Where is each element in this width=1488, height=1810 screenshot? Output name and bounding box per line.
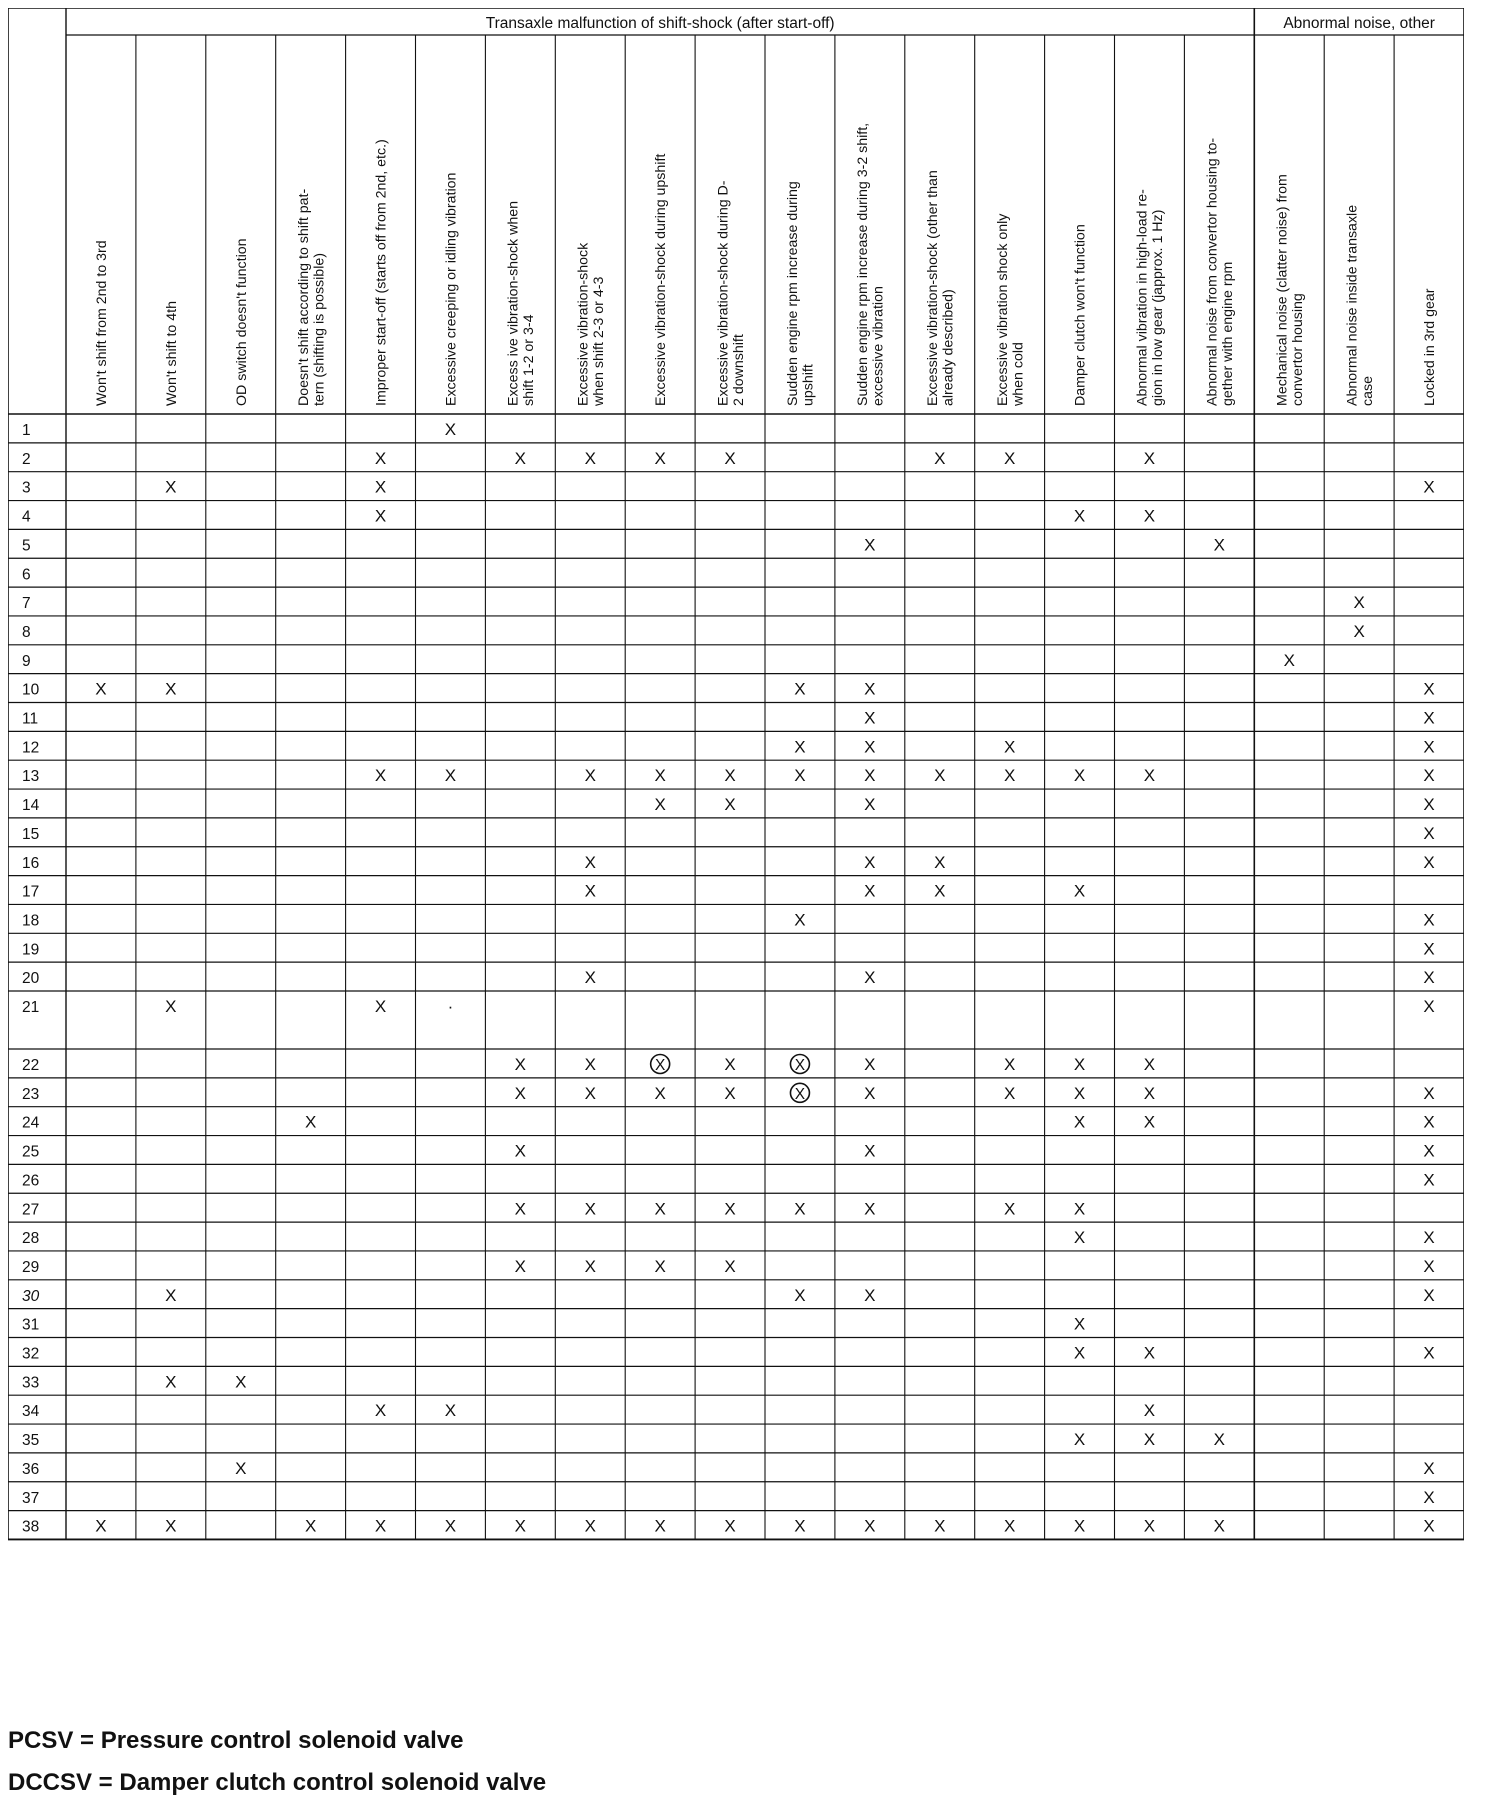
table-row — [22, 1315, 1085, 1334]
column-header-4 — [296, 189, 328, 406]
x-mark: X — [794, 737, 806, 757]
x-mark: X — [864, 795, 876, 815]
column-header-7 — [506, 201, 537, 406]
circled-x-mark — [651, 1055, 670, 1075]
x-mark: X — [1073, 1199, 1086, 1219]
table-row — [22, 824, 1435, 843]
row-number: 14 — [22, 797, 40, 815]
column-header-text: gion in low gear (japprox. 1 Hz) — [1150, 209, 1167, 406]
x-mark: X — [794, 766, 806, 786]
x-mark: X — [1353, 593, 1365, 613]
column-header-text: Excessive vibration shock only — [994, 213, 1011, 406]
x-mark: X — [514, 1055, 527, 1074]
row-number: 33 — [22, 1374, 40, 1392]
row-number: 19 — [22, 941, 40, 959]
column-header-text: upshift — [800, 364, 817, 406]
group-header-shift-shock: Transaxle malfunction of shift-shock (after start-off) — [485, 15, 835, 32]
table-row — [22, 910, 1435, 929]
table-row — [22, 1488, 1435, 1507]
x-mark: X — [724, 1055, 736, 1074]
x-mark: X — [1423, 1343, 1435, 1363]
x-mark: X — [1073, 506, 1086, 526]
x-mark: X — [165, 1516, 177, 1536]
x-mark: X — [934, 448, 946, 468]
x-mark: X — [864, 1285, 876, 1305]
row-number: 29 — [22, 1258, 40, 1276]
x-mark: X — [514, 1141, 527, 1161]
x-mark: X — [1423, 1458, 1435, 1478]
x-mark: X — [584, 1083, 596, 1103]
column-header-10 — [715, 180, 747, 406]
x-mark: X — [724, 448, 736, 468]
row-number: 5 — [22, 537, 31, 555]
column-header-text: Abnormal vibration in high-load re- — [1134, 189, 1151, 406]
x-mark: X — [864, 679, 876, 699]
x-mark: X — [584, 852, 596, 872]
x-mark: X — [514, 1083, 527, 1103]
x-mark: X — [165, 1285, 177, 1305]
column-header-text: Abnormal noise inside transaxle — [1344, 204, 1361, 406]
x-mark: X — [374, 506, 387, 526]
x-mark: X — [1143, 448, 1156, 468]
x-mark: X — [1143, 506, 1156, 526]
x-mark: X — [1423, 1487, 1435, 1507]
table-row — [22, 737, 1435, 756]
column-header-text: Locked in 3rd gear — [1422, 288, 1439, 406]
x-mark: X — [1143, 1112, 1156, 1132]
x-mark: X — [1143, 766, 1156, 786]
x-mark: X — [864, 1199, 876, 1219]
x-mark: X — [724, 766, 736, 786]
x-mark: X — [584, 1055, 596, 1074]
x-mark: X — [1423, 477, 1435, 497]
x-mark: X — [514, 448, 527, 468]
x-mark: X — [514, 1199, 527, 1219]
x-mark: X — [864, 968, 876, 988]
x-mark: X — [584, 1199, 596, 1219]
x-mark: X — [1143, 1083, 1156, 1103]
x-mark: X — [1073, 1516, 1086, 1536]
x-mark: X — [864, 1083, 876, 1103]
x-mark: X — [1213, 1516, 1226, 1536]
x-mark: X — [1213, 1430, 1226, 1450]
circled-x-mark — [790, 1083, 809, 1103]
row-number: 34 — [22, 1403, 40, 1421]
matrix-svg — [8, 8, 1464, 1718]
x-mark: X — [1423, 997, 1435, 1016]
x-mark: X — [864, 881, 876, 901]
x-mark: X — [654, 1256, 666, 1276]
row-number: 3 — [22, 479, 31, 497]
table-row — [22, 1228, 1435, 1247]
x-mark: X — [584, 1516, 596, 1536]
row-number: 18 — [22, 912, 40, 930]
x-mark: X — [514, 1256, 527, 1276]
table-row — [22, 1257, 1435, 1276]
x-mark: X — [724, 795, 736, 815]
legend-pcsv: PCSV = Pressure control solenoid valve — [8, 1727, 464, 1754]
row-number: 1 — [22, 422, 31, 439]
x-mark: X — [444, 766, 457, 786]
row-number: 26 — [22, 1172, 40, 1190]
x-mark: X — [1073, 1314, 1086, 1334]
x-mark: X — [444, 1401, 457, 1421]
column-header-text: convertor housing — [1290, 293, 1306, 406]
column-header-text: 2 downshift — [730, 334, 747, 406]
column-header-5 — [374, 139, 390, 406]
x-mark: X — [654, 795, 666, 815]
x-mark: X — [584, 448, 596, 468]
x-mark: X — [584, 881, 596, 901]
column-header-12 — [855, 123, 887, 406]
x-mark: X — [1423, 968, 1435, 988]
row-number: 37 — [22, 1489, 40, 1507]
x-mark: X — [794, 1285, 806, 1305]
row-number: 32 — [22, 1345, 40, 1363]
x-mark: X — [165, 1372, 177, 1392]
column-header-text: Excessive vibration-shock — [575, 242, 592, 406]
row-number: 38 — [22, 1518, 40, 1536]
x-mark: X — [1423, 1112, 1435, 1132]
column-header-17 — [1205, 138, 1237, 406]
column-header-8 — [576, 242, 608, 407]
row-number: 28 — [22, 1230, 40, 1248]
x-mark: X — [864, 852, 876, 872]
x-mark: X — [1073, 1228, 1086, 1248]
x-mark: X — [514, 1516, 527, 1536]
table-row — [22, 766, 1435, 785]
x-mark: X — [654, 766, 666, 786]
x-mark: X — [794, 910, 806, 930]
table-row — [22, 1142, 1435, 1161]
row-number: 22 — [22, 1057, 40, 1074]
row-number: 2 — [22, 450, 31, 468]
x-mark: X — [165, 477, 177, 497]
row-number: 9 — [22, 652, 31, 670]
x-mark: X — [95, 1516, 107, 1536]
x-mark: X — [584, 766, 596, 786]
x-mark: X — [794, 679, 806, 699]
x-mark: X — [1423, 1083, 1435, 1103]
column-header-text: Excess ive vibration-shock when — [505, 200, 522, 406]
table-row — [22, 1113, 1435, 1132]
x-mark: X — [1003, 737, 1016, 757]
column-header-text: Abnormal noise from convertor housing to- — [1204, 137, 1221, 406]
table-row — [22, 1517, 1435, 1536]
x-mark: X — [1073, 1343, 1086, 1363]
column-header-text: Damper clutch won't function — [1072, 224, 1089, 406]
table-row — [22, 1401, 1155, 1420]
x-mark: X — [1003, 1199, 1016, 1219]
x-mark: X — [304, 1112, 317, 1132]
row-number: 6 — [22, 566, 31, 584]
table-row — [22, 939, 1435, 958]
table-row — [22, 449, 1155, 468]
x-mark: X — [374, 997, 387, 1016]
table-row — [22, 968, 1435, 987]
x-mark: X — [1353, 621, 1365, 641]
table-row — [22, 709, 1435, 728]
table-row — [22, 420, 456, 439]
column-header-text: Won't shift from 2nd to 3rd — [93, 240, 110, 406]
svg-text:X: X — [654, 1057, 666, 1074]
x-mark: X — [934, 852, 946, 872]
column-header-text: already described) — [940, 289, 957, 406]
table-row — [22, 997, 1435, 1016]
svg-text:X: X — [794, 1085, 806, 1103]
x-mark: X — [1143, 1430, 1156, 1450]
column-header-1 — [94, 240, 110, 406]
column-header-14 — [995, 213, 1027, 407]
x-mark: X — [1423, 1516, 1435, 1536]
x-mark: X — [864, 1516, 876, 1536]
x-mark: X — [1003, 1055, 1016, 1074]
table-row — [22, 478, 1435, 497]
x-mark: X — [724, 1516, 736, 1536]
x-mark: X — [1423, 708, 1435, 728]
x-mark: X — [1423, 910, 1435, 930]
x-mark: X — [444, 1516, 457, 1536]
table-row — [22, 853, 1435, 872]
x-mark: X — [95, 679, 107, 699]
column-header-18 — [1275, 174, 1307, 406]
column-header-20 — [1422, 288, 1438, 406]
row-number: 12 — [22, 739, 40, 757]
x-mark: X — [1073, 1055, 1086, 1074]
x-mark: X — [1423, 1228, 1435, 1248]
table-row — [22, 1372, 246, 1391]
x-mark: X — [1003, 448, 1016, 468]
row-number: 27 — [22, 1201, 40, 1219]
x-mark: X — [165, 997, 177, 1016]
row-number: 11 — [22, 710, 39, 728]
column-header-13 — [925, 170, 957, 406]
circled-x-mark — [790, 1055, 809, 1075]
x-mark: X — [374, 766, 387, 786]
row-number: 8 — [22, 623, 31, 641]
x-mark: X — [374, 448, 387, 468]
table-row — [22, 1459, 1435, 1478]
x-mark: X — [1423, 1170, 1435, 1190]
x-mark: X — [864, 708, 876, 728]
column-header-11 — [785, 181, 817, 406]
row-number: 24 — [22, 1114, 40, 1132]
column-header-text: when cold — [1010, 342, 1027, 406]
x-mark: X — [1423, 766, 1435, 786]
x-mark: X — [1143, 1343, 1156, 1363]
table-row — [22, 882, 1085, 901]
table-row — [22, 1199, 1085, 1218]
x-mark: X — [864, 766, 876, 786]
group-header-abnormal-noise: Abnormal noise, other — [1283, 15, 1435, 32]
x-mark: X — [304, 1516, 317, 1536]
x-mark: X — [1423, 1256, 1435, 1276]
x-mark: X — [1423, 823, 1435, 843]
x-mark: X — [584, 1256, 596, 1276]
x-mark: X — [794, 1516, 806, 1536]
column-header-text: Excessive vibration-shock (other than — [925, 170, 941, 406]
column-header-text: excessive vibration — [870, 286, 887, 406]
x-mark: X — [864, 535, 876, 555]
svg-text:X: X — [794, 1057, 806, 1074]
x-mark: X — [1423, 679, 1435, 699]
x-mark: X — [934, 766, 946, 786]
column-header-text: Mechanical noise (clatter noise) from — [1274, 174, 1291, 406]
column-header-15 — [1073, 224, 1089, 406]
x-mark: X — [235, 1458, 247, 1478]
table-row — [22, 1055, 1155, 1075]
column-header-text: Sudden engine rpm increase during — [785, 181, 802, 406]
x-mark: X — [1423, 1141, 1435, 1161]
x-mark: X — [1423, 852, 1435, 872]
dot-mark: · — [447, 997, 454, 1016]
x-mark: X — [934, 1516, 946, 1536]
x-mark: X — [864, 1055, 876, 1074]
legend-dccsv: DCCSV = Damper clutch control solenoid valve — [8, 1769, 547, 1796]
table-row — [22, 593, 1365, 612]
column-header-text: Improper start-off (starts off from 2nd, etc.) — [373, 139, 390, 406]
x-mark: X — [654, 1516, 666, 1536]
x-mark: X — [724, 1256, 736, 1276]
column-header-text: when shift 2-3 or 4-3 — [591, 276, 607, 406]
row-number: 30 — [22, 1287, 40, 1305]
x-mark: X — [1073, 881, 1086, 901]
x-mark: X — [1003, 1516, 1016, 1536]
table-row — [22, 1286, 1435, 1305]
column-header-text: Excessive vibration-shock during D- — [715, 180, 732, 406]
row-number: 7 — [22, 595, 31, 613]
table-row — [22, 651, 1295, 670]
column-header-3 — [234, 238, 250, 406]
x-mark: X — [1423, 795, 1435, 815]
x-mark: X — [444, 420, 457, 439]
x-mark: X — [1073, 1112, 1086, 1132]
column-header-text: OD switch doesn't function — [233, 238, 250, 406]
x-mark: X — [1073, 766, 1086, 786]
x-mark: X — [654, 1083, 666, 1103]
x-mark: X — [724, 1083, 736, 1103]
x-mark: X — [654, 1199, 666, 1219]
x-mark: X — [724, 1199, 736, 1219]
column-header-16 — [1135, 189, 1167, 406]
x-mark: X — [654, 448, 666, 468]
x-mark: X — [1143, 1401, 1156, 1421]
row-number: 20 — [22, 970, 40, 988]
column-header-text: tern (shifting is possible) — [311, 253, 328, 406]
column-header-text: Excessive vibration-shock during upshift — [653, 153, 670, 406]
x-mark: X — [1213, 535, 1226, 555]
row-number: 13 — [22, 768, 40, 786]
row-number: 25 — [22, 1143, 40, 1161]
x-mark: X — [1143, 1055, 1156, 1074]
x-mark: X — [1423, 1285, 1435, 1305]
column-header-text: Excessive creeping or idling vibration — [443, 172, 460, 406]
table-row — [22, 795, 1435, 814]
column-header-2 — [164, 301, 180, 406]
column-header-6 — [443, 173, 459, 406]
column-header-text: Doesn't shift according to shift pat- — [295, 188, 312, 406]
x-mark: X — [374, 1516, 387, 1536]
column-header-19 — [1344, 205, 1376, 406]
row-number: 21 — [22, 999, 40, 1016]
row-number: 4 — [22, 508, 31, 526]
row-number: 16 — [22, 854, 40, 872]
column-header-text: shift 1-2 or 3-4 — [521, 314, 538, 406]
x-mark: X — [584, 968, 596, 988]
row-number: 23 — [22, 1085, 40, 1103]
row-number: 15 — [22, 825, 40, 843]
table-row — [22, 1083, 1435, 1103]
row-number: 36 — [22, 1460, 40, 1478]
x-mark: X — [1143, 1516, 1156, 1536]
x-mark: X — [864, 1141, 876, 1161]
row-number: 31 — [22, 1316, 40, 1334]
x-mark: X — [1003, 1083, 1016, 1103]
column-header-text: gether with engine rpm — [1220, 261, 1237, 406]
table-row — [22, 566, 31, 583]
x-mark: X — [1423, 939, 1435, 959]
x-mark: X — [934, 881, 946, 901]
table-row — [22, 1170, 1435, 1189]
x-mark: X — [864, 737, 876, 757]
row-number: 17 — [22, 883, 40, 901]
x-mark: X — [374, 1401, 387, 1421]
x-mark: X — [1423, 737, 1435, 757]
x-mark: X — [1073, 1083, 1086, 1103]
column-header-text: Won't shift to 4th — [163, 301, 180, 406]
table-row — [22, 680, 1435, 699]
x-mark: X — [794, 1199, 806, 1219]
x-mark: X — [165, 679, 177, 699]
x-mark: X — [235, 1372, 247, 1392]
x-mark: X — [1073, 1430, 1086, 1450]
table-row — [22, 1344, 1435, 1363]
diagnostic-matrix-table — [8, 8, 1464, 1723]
column-header-text: Sudden engine rpm increase during 3-2 shift, — [855, 122, 872, 406]
column-header-text: case — [1359, 376, 1376, 406]
row-number: 10 — [22, 681, 40, 699]
table-row — [22, 507, 1155, 526]
x-mark: X — [1003, 766, 1016, 786]
x-mark: X — [374, 477, 387, 497]
x-mark: X — [1283, 650, 1295, 670]
column-header-9 — [653, 154, 669, 406]
table-row — [22, 622, 1365, 641]
row-number: 35 — [22, 1432, 40, 1450]
